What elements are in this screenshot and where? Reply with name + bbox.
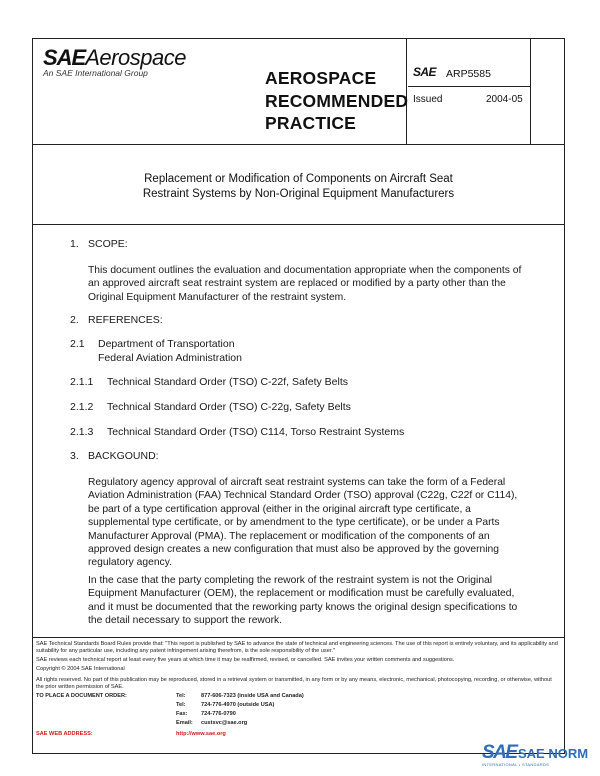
logo-aerospace-text: Aerospace (85, 45, 186, 70)
document-title-line-2: Restraint Systems by Non-Original Equipment Manufacturers (142, 188, 455, 200)
footer-rules: SAE Technical Standards Board Rules provide that: "This report is published by SAE to advance the state of technical and engineering sciences. The use of this report is entirely voluntary, and its applicability and suitability for any particular use, including any patent infringement arising therefrom, is the sole responsibility of the user." (36, 641, 558, 654)
logo-sae-text: SAE (43, 45, 86, 70)
title-line-1: AEROSPACE (265, 68, 377, 88)
section-number: 1. (70, 238, 79, 250)
sae-aerospace-logo (43, 45, 243, 105)
reference-2-1-2: Technical Standard Order (TSO) C-22g, Safety Belts (107, 401, 351, 413)
document-type-title (265, 67, 408, 135)
footer-copyright: Copyright © 2004 SAE International (36, 666, 125, 672)
reference-2-1 (98, 338, 242, 365)
reference-line: Federal Aviation Administration (98, 351, 242, 364)
header-box (32, 38, 565, 145)
email-link[interactable]: custsvc@sae.org (201, 720, 248, 726)
tel-value: 877-606-7323 (inside USA and Canada) (201, 693, 304, 699)
web-address-link[interactable]: http://www.sae.org (176, 731, 226, 737)
subsection-number: 2.1 (70, 338, 85, 350)
document-number: ARP5585 (446, 68, 491, 80)
title-line-3: PRACTICE (265, 113, 357, 133)
fax-value: 724-776-0790 (201, 711, 236, 717)
subsection-number: 2.1.3 (70, 426, 94, 438)
background-paragraph-2: In the case that the party completing the rework of the restraint system is not the Original Equipment Manufacturer (OEM), the replacement or modification must be carefully evaluated, and it must be documented that the reworking party knows the original design specifications to the detail necessary to support the rework. (88, 575, 518, 627)
sae-norm-text: SAE NORM (518, 746, 589, 761)
header-divider-right (530, 39, 531, 144)
subsection-number: 2.1.1 (70, 376, 94, 388)
section-number: 2. (70, 314, 79, 326)
tel2-value: 724-776-4970 (outside USA) (201, 702, 275, 708)
scope-paragraph: This document outlines the evaluation and documentation appropriate when the components of an approved aircraft seat restraint system are replaced or modified by a party other than the Original Equipment Manufacturer of the restraint system. (88, 265, 522, 303)
sae-norm-tagline: INTERNATIONAL • STANDARDS (482, 762, 550, 767)
document-title (33, 172, 564, 202)
background-paragraph-1: Regulatory agency approval of aircraft seat restraint systems can take the form of a Federal Aviation Administration (FAA) Technical Standard Order (TSO) approval (C22g, C22f or C114), be part of a type certification approval (either in the original aircraft type certificate, a supplemental type certificate, or by amendment to the type certificate), or be under a Parts Manufacturer Approval (PMA). The replacement or modification of the components of an approved design creates a new configuration that must also be approved by the governing regulatory agency. (88, 477, 518, 569)
reference-2-1-1: Technical Standard Order (TSO) C-22f, Safety Belts (107, 376, 349, 388)
footer-rights: All rights reserved. No part of this publication may be reproduced, stored in a retrieval system or transmitted, in any form or by any means, electronic, mechanical, photocopying, recording, or otherwise, without the prior written permission of SAE. (36, 677, 552, 690)
section-heading-scope: SCOPE: (88, 238, 128, 250)
email-label: Email: (176, 720, 193, 726)
sae-mark: SAE (413, 65, 436, 79)
order-label: TO PLACE A DOCUMENT ORDER: (36, 693, 127, 699)
web-address-label: SAE WEB ADDRESS: (36, 731, 93, 737)
tel-label: Tel: (176, 693, 186, 699)
fax-label: Fax: (176, 711, 188, 717)
reference-line: Department of Transportation (98, 338, 235, 350)
document-title-box (32, 145, 565, 225)
title-line-2: RECOMMENDED (265, 90, 409, 111)
subsection-number: 2.1.2 (70, 401, 94, 413)
tel2-label: Tel: (176, 702, 186, 708)
section-heading-background: BACKGOUND: (88, 450, 159, 462)
issued-divider (408, 86, 531, 87)
footer-review: SAE reviews each technical report at least every five years at which time it may be reaffirmed, revised, or cancelled. SAE invites your written comments and suggestions. (36, 657, 455, 663)
section-heading-references: REFERENCES: (88, 314, 163, 326)
reference-2-1-3: Technical Standard Order (TSO) C114, Torso Restraint Systems (107, 426, 405, 438)
issued-date: 2004-05 (486, 94, 523, 105)
sae-norm-mark: SAE (482, 742, 517, 763)
issued-label: Issued (413, 94, 443, 105)
section-number: 3. (70, 450, 79, 462)
document-title-line-1: Replacement or Modification of Components on Aircraft Seat (144, 173, 453, 185)
sae-norm-watermark (482, 742, 592, 768)
logo-subtitle: An SAE International Group (43, 68, 148, 78)
